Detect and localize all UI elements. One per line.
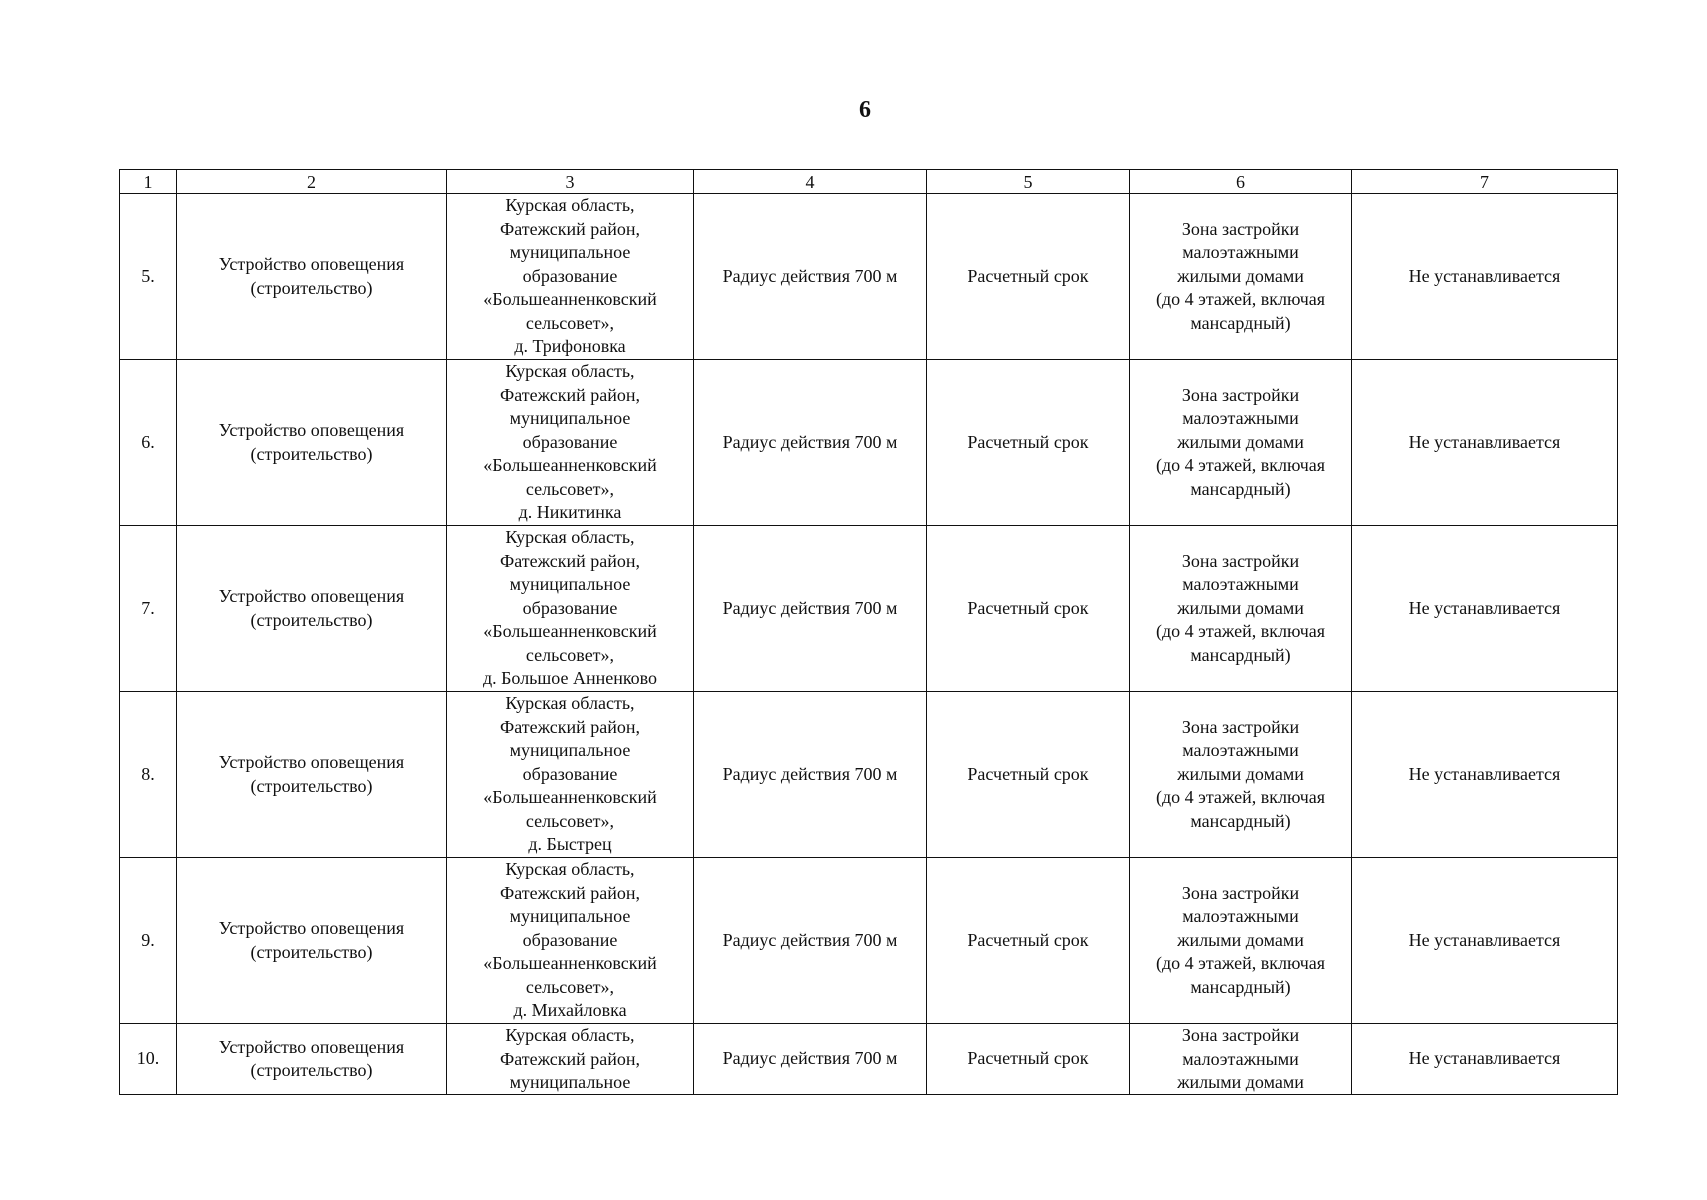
table-row (120, 858, 1618, 1024)
characteristic-cell (694, 194, 927, 360)
table-row (120, 360, 1618, 526)
zone-cell (1130, 692, 1352, 858)
term-text: Расчетный срок (967, 763, 1089, 784)
characteristic-cell (694, 526, 927, 692)
characteristic-text: Радиус действия 700 м (722, 1048, 898, 1069)
term-text: Расчетный срок (967, 929, 1089, 950)
location-cell (447, 194, 694, 360)
objects-table (119, 169, 1618, 1095)
row-number-text: 6. (141, 431, 155, 452)
column-header: 4 (694, 170, 927, 194)
term-cell (927, 858, 1130, 1024)
term-cell (927, 360, 1130, 526)
location-cell (447, 1024, 694, 1095)
table-header-row (120, 170, 1618, 194)
zone-text: Зона застройки малоэтажными жилыми домами (до 4 этажей, включая мансардный) (1155, 882, 1326, 997)
protection-zone-cell (1352, 858, 1618, 1024)
term-cell (927, 1024, 1130, 1095)
column-header: 1 (120, 170, 177, 194)
protection-zone-text: Не устанавливается (1408, 265, 1561, 286)
characteristic-text: Радиус действия 700 м (722, 431, 898, 452)
characteristic-text: Радиус действия 700 м (722, 265, 898, 286)
object-name-text: Устройство оповещения (строительство) (218, 420, 405, 464)
object-name-cell (177, 1024, 447, 1095)
protection-zone-cell (1352, 360, 1618, 526)
column-header: 3 (447, 170, 694, 194)
zone-cell (1130, 360, 1352, 526)
location-text: Курская область, Фатежский район, муниципальное образование «Большеанненковский сельсовет», д. Никитинка (483, 361, 657, 523)
protection-zone-text: Не устанавливается (1408, 929, 1561, 950)
zone-text: Зона застройки малоэтажными жилыми домами (1177, 1025, 1304, 1092)
protection-zone-cell (1352, 194, 1618, 360)
object-name-cell (177, 194, 447, 360)
term-text: Расчетный срок (967, 431, 1089, 452)
zone-text: Зона застройки малоэтажными жилыми домами (до 4 этажей, включая мансардный) (1155, 550, 1326, 665)
protection-zone-cell (1352, 526, 1618, 692)
row-number (120, 526, 177, 692)
object-name-text: Устройство оповещения (строительство) (218, 752, 405, 796)
row-number (120, 360, 177, 526)
zone-text: Зона застройки малоэтажными жилыми домами (до 4 этажей, включая мансардный) (1155, 218, 1326, 333)
row-number (120, 194, 177, 360)
zone-cell (1130, 1024, 1352, 1095)
characteristic-cell (694, 692, 927, 858)
row-number-text: 7. (141, 597, 155, 618)
zone-cell (1130, 526, 1352, 692)
row-number-text: 5. (141, 265, 155, 286)
zone-cell (1130, 194, 1352, 360)
table-row (120, 692, 1618, 858)
term-cell (927, 526, 1130, 692)
column-header: 6 (1130, 170, 1352, 194)
column-header: 7 (1352, 170, 1618, 194)
row-number (120, 1024, 177, 1095)
term-cell (927, 692, 1130, 858)
row-number-text: 9. (141, 929, 155, 950)
protection-zone-text: Не устанавливается (1408, 597, 1561, 618)
row-number-text: 10. (136, 1048, 160, 1069)
column-header: 5 (927, 170, 1130, 194)
location-cell (447, 360, 694, 526)
table-row (120, 526, 1618, 692)
table-row (120, 194, 1618, 360)
location-cell (447, 526, 694, 692)
row-number (120, 692, 177, 858)
term-cell (927, 194, 1130, 360)
zone-cell (1130, 858, 1352, 1024)
term-text: Расчетный срок (967, 1048, 1089, 1069)
protection-zone-text: Не устанавливается (1408, 431, 1561, 452)
location-text: Курская область, Фатежский район, муниципальное образование «Большеанненковский сельсовет», д. Быстрец (483, 693, 657, 855)
page-number: 6 (859, 97, 871, 123)
characteristic-cell (694, 360, 927, 526)
location-text: Курская область, Фатежский район, муниципальное образование «Большеанненковский сельсовет», д. Михайловка (483, 859, 657, 1021)
characteristic-cell (694, 858, 927, 1024)
object-name-cell (177, 360, 447, 526)
protection-zone-cell (1352, 1024, 1618, 1095)
row-number-text: 8. (141, 763, 155, 784)
zone-text: Зона застройки малоэтажными жилыми домами (до 4 этажей, включая мансардный) (1155, 384, 1326, 499)
object-name-text: Устройство оповещения (строительство) (218, 254, 405, 298)
location-text: Курская область, Фатежский район, муниципальное образование «Большеанненковский сельсовет», д. Большое Анненково (482, 527, 658, 689)
location-cell (447, 858, 694, 1024)
row-number (120, 858, 177, 1024)
object-name-cell (177, 692, 447, 858)
protection-zone-text: Не устанавливается (1408, 763, 1561, 784)
object-name-cell (177, 526, 447, 692)
characteristic-text: Радиус действия 700 м (722, 763, 898, 784)
term-text: Расчетный срок (967, 597, 1089, 618)
zone-text: Зона застройки малоэтажными жилыми домами (до 4 этажей, включая мансардный) (1155, 716, 1326, 831)
location-cell (447, 692, 694, 858)
characteristic-text: Радиус действия 700 м (722, 597, 898, 618)
table-row (120, 1024, 1618, 1095)
protection-zone-text: Не устанавливается (1408, 1048, 1561, 1069)
characteristic-cell (694, 1024, 927, 1095)
characteristic-text: Радиус действия 700 м (722, 929, 898, 950)
term-text: Расчетный срок (967, 265, 1089, 286)
object-name-text: Устройство оповещения (строительство) (218, 586, 405, 630)
protection-zone-cell (1352, 692, 1618, 858)
object-name-cell (177, 858, 447, 1024)
object-name-text: Устройство оповещения (строительство) (218, 918, 405, 962)
location-text: Курская область, Фатежский район, муниципальное образование «Большеанненковский сельсовет», д. Трифоновка (483, 195, 657, 357)
column-header: 2 (177, 170, 447, 194)
location-text: Курская область, Фатежский район, муниципальное (500, 1025, 640, 1092)
object-name-text: Устройство оповещения (строительство) (218, 1036, 405, 1080)
